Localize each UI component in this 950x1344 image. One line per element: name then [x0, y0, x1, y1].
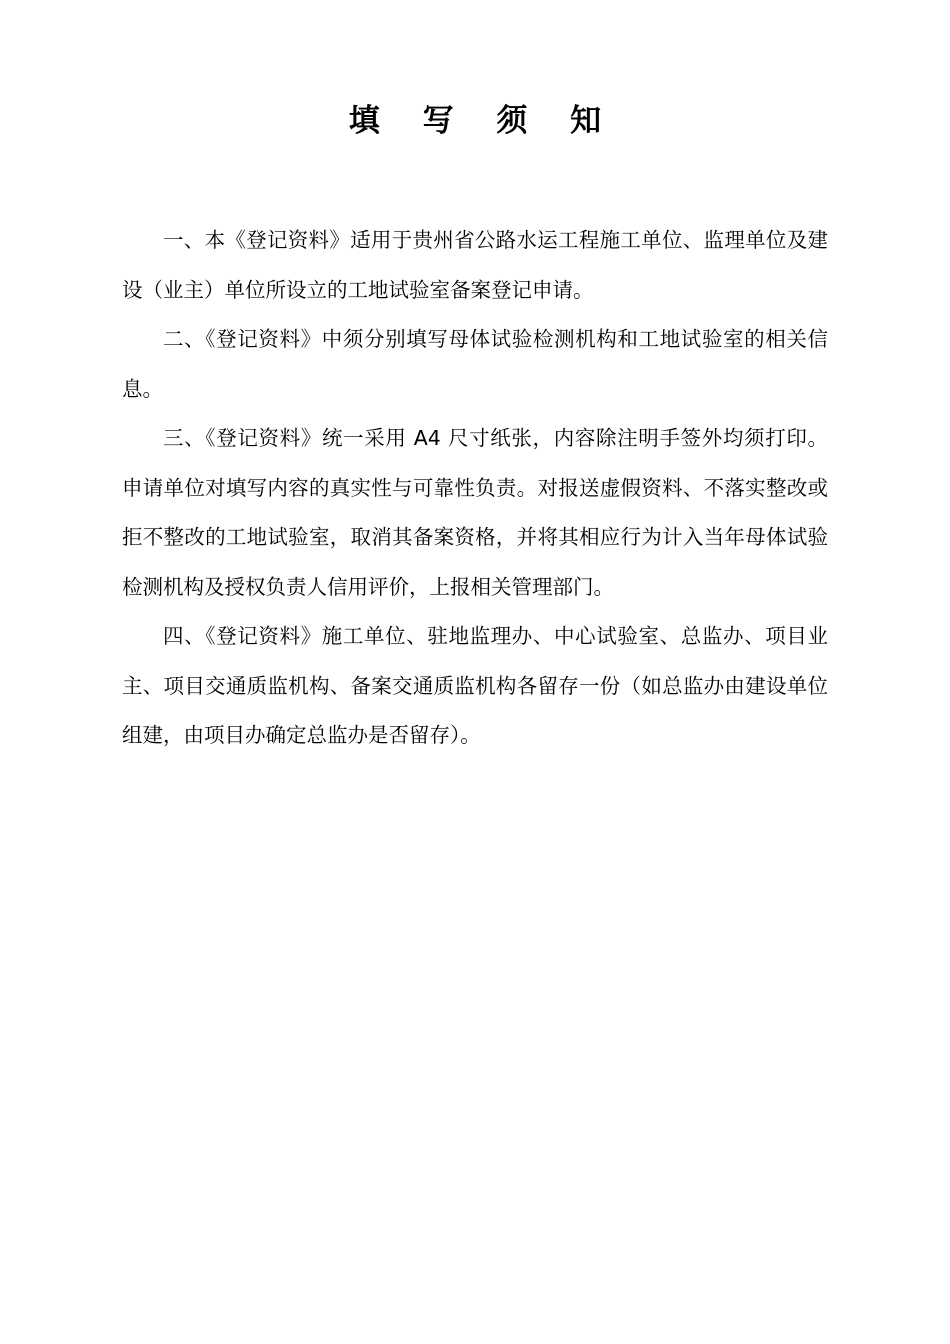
instruction-paragraph-3: 三、《登记资料》统一采用 A4 尺寸纸张，内容除注明手签外均须打印。申请单位对填写内容的真实性与可靠性负责。对报送虚假资料、不落实整改或拒不整改的工地试验室，取消其备案资格，并将其相应行为计入当年母体试验检测机构及授权负责人信用评价，上报相关管理部门。 — [122, 426, 828, 599]
instruction-paragraph-4: 四、《登记资料》施工单位、驻地监理办、中心试验室、总监办、项目业主、项目交通质监机构、备案交通质监机构各留存一份（如总监办由建设单位组建，由项目办确定总监办是否留存）。 — [122, 624, 828, 747]
page-title: 填 写 须 知 — [348, 103, 618, 139]
instruction-paragraph-2: 二、《登记资料》中须分别填写母体试验检测机构和工地试验室的相关信息。 — [122, 327, 828, 401]
instruction-paragraph-1: 一、本《登记资料》适用于贵州省公路水运工程施工单位、监理单位及建设（业主）单位所设立的工地试验室备案登记申请。 — [122, 228, 828, 302]
instructions-body — [122, 216, 828, 761]
